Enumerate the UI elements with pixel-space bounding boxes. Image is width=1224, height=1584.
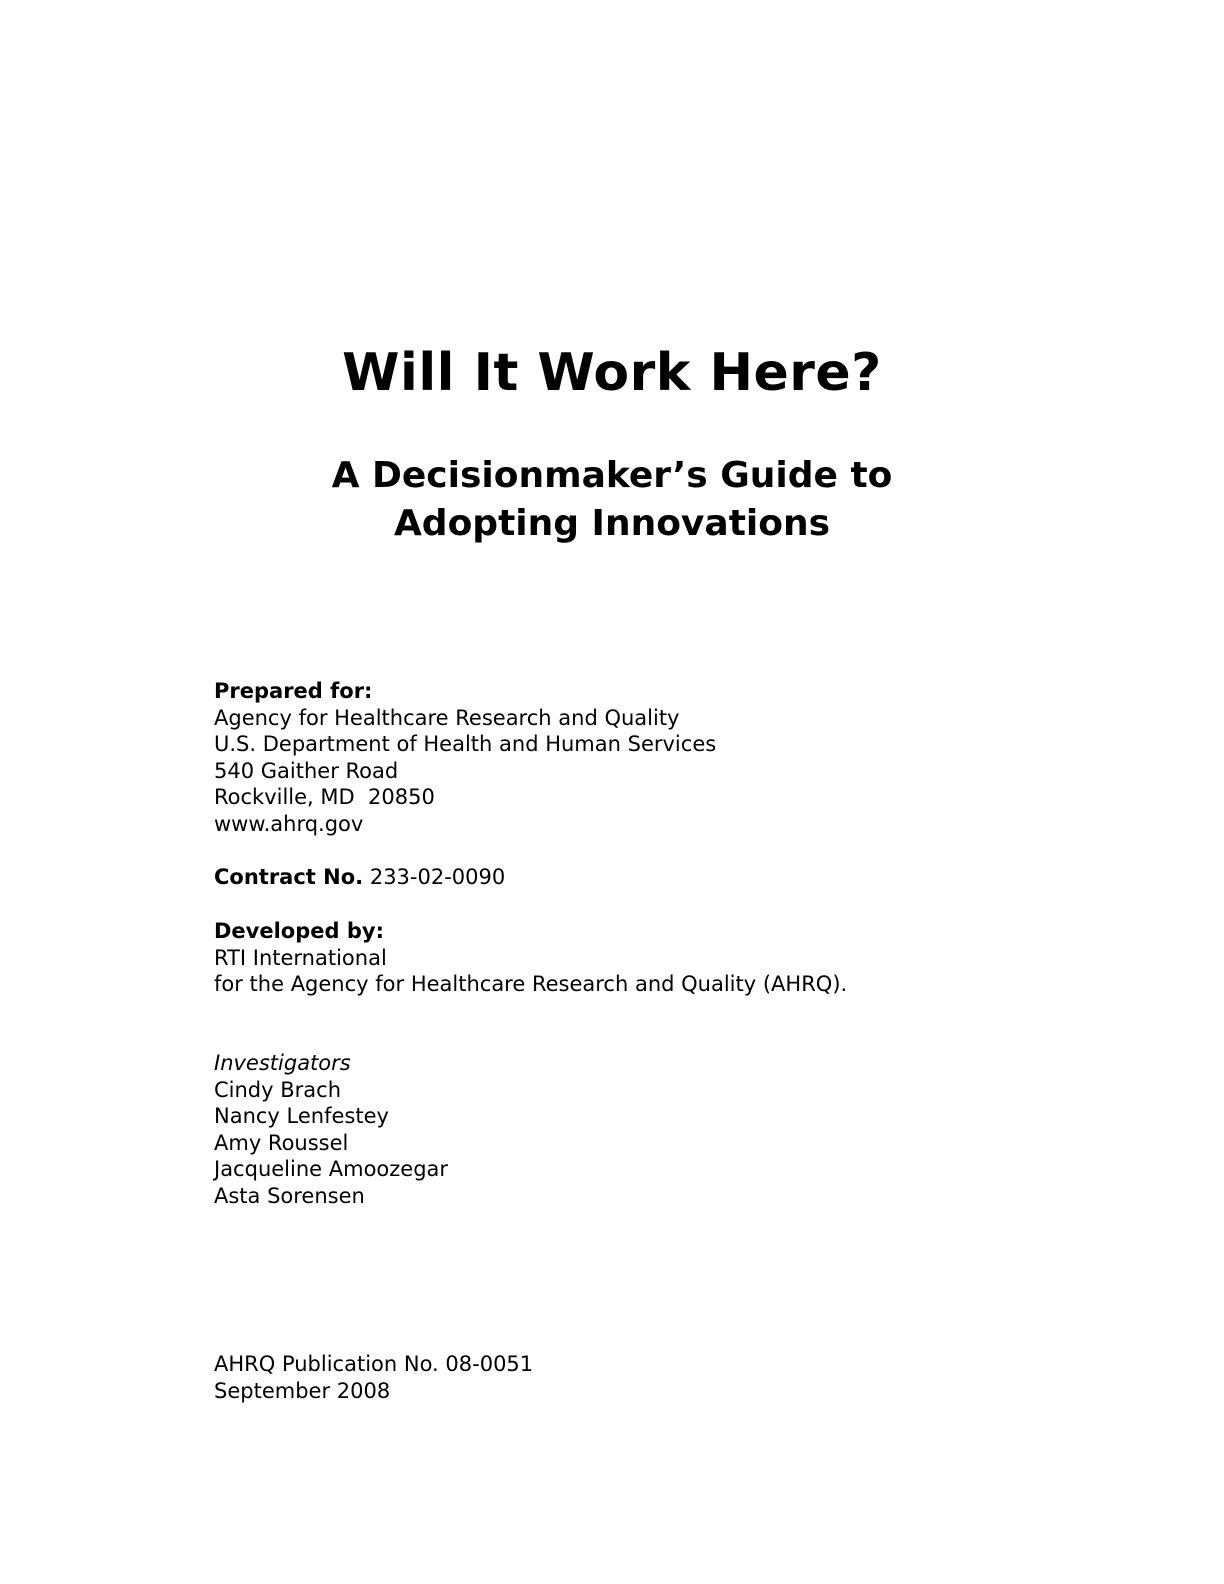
prepared-for-line-city: Rockville, MD 20850 [214, 785, 435, 809]
publication-date: September 2008 [214, 1378, 391, 1403]
investigator-name: Amy Roussel [214, 1130, 349, 1155]
contract-line [214, 864, 1114, 891]
publication-section [214, 1351, 1114, 1404]
prepared-for-line-agency: Agency for Healthcare Research and Quality [214, 705, 680, 730]
developed-by-line-organization: RTI International [214, 945, 387, 970]
investigator-name: Asta Sorensen [214, 1183, 365, 1208]
prepared-for-line-website: www.ahrq.gov [214, 811, 364, 836]
contract-section [214, 864, 1114, 891]
prepared-for-line-department: U.S. Department of Health and Human Services [214, 732, 717, 756]
investigator-name: Cindy Brach [214, 1077, 342, 1102]
prepared-for-section [214, 678, 1114, 837]
prepared-for-line-street: 540 Gaither Road [214, 758, 399, 783]
document-title: Will It Work Here? [342, 343, 882, 403]
document-subtitle [0, 452, 1224, 548]
investigators-section [214, 1050, 1114, 1209]
subtitle-line-2: Adopting Innovations [393, 503, 831, 544]
contract-label: Contract No. [214, 865, 364, 889]
prepared-for-label: Prepared for: [214, 679, 373, 703]
investigator-name: Nancy Lenfestey [214, 1104, 389, 1128]
publication-number: AHRQ Publication No. 08-0051 [214, 1352, 534, 1376]
developed-by-label: Developed by: [214, 919, 384, 943]
developed-by-line-purpose: for the Agency for Healthcare Research and Quality (AHRQ). [214, 972, 848, 996]
contract-number: 233-02-0090 [369, 865, 506, 889]
investigator-name: Jacqueline Amoozegar [214, 1157, 449, 1181]
subtitle-line-1: A Decisionmaker’s Guide to [331, 455, 893, 496]
investigators-label: Investigators [214, 1051, 351, 1075]
developed-by-section [214, 918, 1114, 998]
